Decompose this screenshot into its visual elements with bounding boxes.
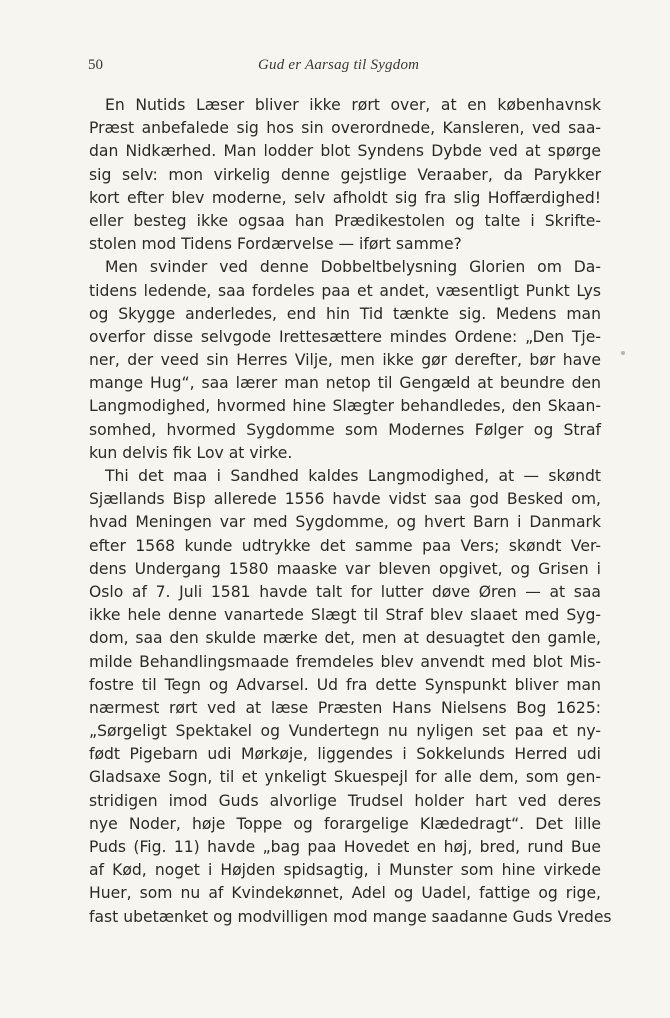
text-line: En Nutids Læser bliver ikke rørt over, at en københavnsk: [105, 96, 601, 114]
text-line: fast ubetænket og modvilligen mod mange saadanne Guds Vredes: [89, 907, 612, 926]
text-line: Gladsaxe Sogn, til et ynkeligt Skuespejl for alle dem, som gen-: [89, 768, 601, 787]
text-line: og Skygge anderledes, end hin Tid tænkte sig. Medens man: [89, 304, 601, 323]
text-line: mange Hug“, saa lærer man netop til Gengæld at beundre den: [89, 374, 601, 393]
text-line: nye Noder, høje Toppe og forargelige Klædedragt“. Det lille: [89, 814, 601, 833]
text-line: nærmest rørt ved at læse Præsten Hans Nielsens Bog 1625:: [89, 698, 601, 717]
text-line: dan Nidkærhed. Man lodder blot Syndens Dybde ved at spørge: [89, 142, 601, 161]
text-line: eller besteg ikke ogsaa han Prædikestolen og talte i Skrifte-: [89, 211, 601, 230]
text-line: overfor disse selvgode Irettesættere mindes Ordene: „Den Tje-: [89, 327, 601, 346]
text-line: milde Behandlingsmaade fremdeles blev anvendt med blot Mis-: [89, 652, 601, 671]
text-line: Langmodighed, hvormed hine Slægter behandledes, den Skaan-: [89, 397, 601, 416]
text-line: ikke hele denne vanartede Slægt til Straf blev slaaet med Syg-: [89, 606, 601, 625]
running-title: Gud er Aarsag til Sygdom: [258, 57, 420, 73]
text-line: „Sørgeligt Spektakel og Vundertegn nu nyligen set paa et ny-: [89, 722, 601, 741]
text-line: Huer, som nu af Kvindekønnet, Adel og Uadel, fattige og rige,: [89, 884, 601, 903]
text-line: Præst anbefalede sig hos sin overordnede, Kansleren, ved saa-: [89, 119, 601, 138]
margin-speck: [621, 351, 625, 355]
text-line: stolen mod Tidens Fordærvelse — iført samme?: [89, 235, 462, 254]
text-line: Men svinder ved denne Dobbeltbelysning Glorien om Da-: [105, 258, 601, 277]
text-line: kun delvis fik Lov at virke.: [89, 443, 293, 462]
text-line: dom, saa den skulde mærke det, men at desuagtet den gamle,: [89, 629, 601, 648]
page-number: 50: [88, 57, 103, 73]
text-line: Oslo af 7. Juli 1581 havde talt for lutter døve Øren — at saa: [89, 582, 601, 601]
text-line: tidens ledende, saa fordeles paa et andet, væsentligt Punkt Lys: [89, 281, 601, 300]
text-line: Puds (Fig. 11) havde „bag paa Hovedet en høj, bred, rund Bue: [89, 838, 601, 856]
text-line: stridigen imod Guds alvorlige Trudsel holder hart ved deres: [89, 791, 601, 810]
text-line: Thi det maa i Sandhed kaldes Langmodighed, at — skøndt: [105, 467, 601, 485]
text-line: sig selv: mon virkelig denne gejstlige Veraaber, da Parykker: [89, 165, 601, 184]
text-line: kort efter blev moderne, selv afholdt sig fra slig Hoffærdighed!: [89, 188, 601, 207]
text-line: somhed, hvormed Sygdomme som Modernes Følger og Straf: [89, 420, 601, 439]
text-line: efter 1568 kunde udtrykke det samme paa Vers; skøndt Ver-: [89, 536, 601, 555]
text-line: af Kød, noget i Højden spidsagtig, i Munster som hine virkede: [89, 861, 601, 880]
body-text: [89, 94, 612, 929]
text-line: fostre til Tegn og Advarsel. Ud fra dette Synspunkt bliver man: [89, 675, 601, 694]
text-line: Sjællands Bisp allerede 1556 havde vidst saa god Besked om,: [89, 490, 601, 509]
running-header: [88, 57, 600, 77]
text-line: dens Undergang 1580 maaske var bleven opgivet, og Grisen i: [89, 559, 601, 578]
text-line: født Pigebarn udi Mørkøje, liggendes i Sokkelunds Herred udi: [89, 745, 601, 764]
text-line: ner, der veed sin Herres Vilje, men ikke gør derefter, bør have: [89, 351, 601, 370]
text-line: hvad Meningen var med Sygdomme, og hvert Barn i Danmark: [89, 513, 601, 532]
